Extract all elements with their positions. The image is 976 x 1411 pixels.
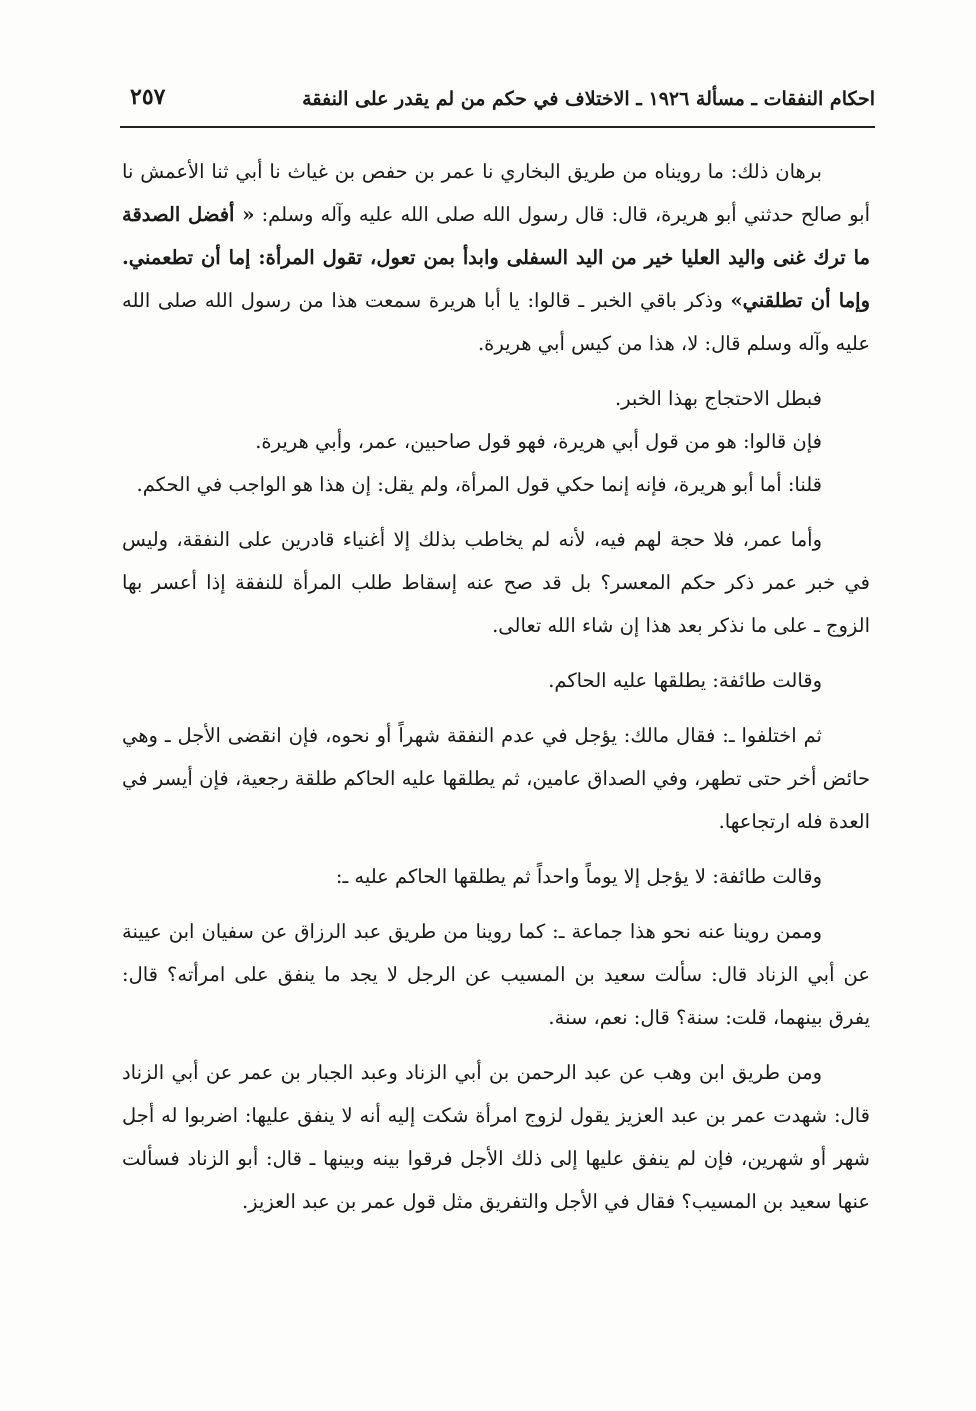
paragraph-5: وأما عمر، فلا حجة لهم فيه، لأنه لم يخاطب بذلك إلا أغنياء قادرين على النفقة، وليس في خبر عمر ذكر حكم المعسر؟ بل قد صح عنه إسقاط طلب المرأة للنفقة إذا أعسر بها الزوج ـ على ما نذكر بعد هذا إن شاء الله تعالى. <box>122 528 870 637</box>
paragraph-1-rest: وذكر باقي الخبر ـ قالوا: يا أبا هريرة سمعت هذا من رسول الله صلى الله عليه وآله وسلم قال: لا، هذا من كيس أبي هريرة. <box>122 289 870 355</box>
paragraph-4: قلنا: أما أبو هريرة، فإنه إنما حكي قول المرأة، ولم يقل: إن هذا هو الواجب في الحكم. <box>136 473 822 496</box>
paragraph-10: ومن طريق ابن وهب عن عبد الرحمن بن أبي الزناد وعبد الجبار بن عمر عن أبي الزناد قال: شهدت عمر بن عبد العزيز يقول لزوج امرأة شكت إليه أنه لا ينفق عليها: اضربوا له أجل شهر أو شهرين، فإن لم ينفق عليها إلى ذلك الأجل فرقوا بينه وبينها ـ قال: أبو الزناد فسألت عنها سعيد بن المسيب؟ فقال في الأجل والتفريق مثل قول عمر بن عبد العزيز. <box>122 1061 870 1213</box>
paragraph-7: ثم اختلفوا ـ: فقال مالك: يؤجل في عدم النفقة شهراً أو نحوه، فإن انقضى الأجل ـ وهي حائض أخر حتى تطهر، وفي الصداق عامين، ثم يطلقها عليه الحاكم طلقة رجعية، فإن أيسر في العدة فله ارتجاعها. <box>122 724 870 833</box>
page-number: ٢٥٧ <box>130 84 166 110</box>
running-title: احكام النفقات ـ مسألة ١٩٢٦ ـ الاختلاف في حكم من لم يقدر على النفقة <box>302 88 875 110</box>
paragraph-6: وقالت طائفة: يطلقها عليه الحاكم. <box>548 669 822 692</box>
paragraph-3: فإن قالوا: هو من قول أبي هريرة، فهو قول صاحبين، عمر، وأبي هريرة. <box>255 430 822 453</box>
hadith-quote: « أفضل الصدقة ما ترك غنى واليد العليا خير من اليد السفلى وابدأ بمن تعول، تقول المرأة: إما أن تطعمني. وإما أن تطلقني» <box>122 203 870 312</box>
header-divider <box>120 126 875 128</box>
paragraph-9: وممن روينا عنه نحو هذا جماعة ـ: كما روينا من طريق عبد الرزاق عن سفيان ابن عيينة عن أبي الزناد قال: سألت سعيد بن المسيب عن الرجل لا يجد ما ينفق على امرأته؟ قال: يفرق بينهما، قلت: سنة؟ قال: نعم، سنة. <box>122 920 870 1029</box>
paragraph-1 <box>122 150 870 365</box>
paragraph-2: فبطل الاحتجاج بهذا الخبر. <box>614 387 822 410</box>
page-body <box>122 150 870 1235</box>
paragraph-1-intro: برهان ذلك: ما رويناه من طريق البخاري نا عمر بن حفص بن غياث نا أبي ثنا الأعمش نا أبو صالح حدثني أبو هريرة، قال: قال رسول الله صلى الله عليه وآله وسلم: <box>122 160 870 226</box>
page-header <box>120 80 875 124</box>
paragraph-8: وقالت طائفة: لا يؤجل إلا يوماً واحداً ثم يطلقها الحاكم عليه ـ: <box>335 865 822 888</box>
